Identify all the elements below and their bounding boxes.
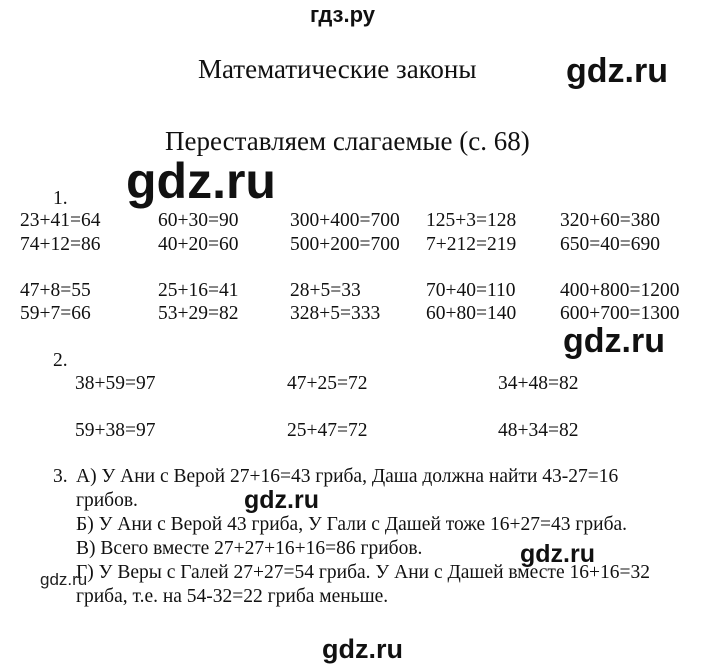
task1-cell: 600+700=1300 [560, 303, 680, 324]
task3-line: гриба, т.е. на 54-32=22 гриба меньше. [76, 586, 389, 607]
watermark-right-title: gdz.ru [566, 52, 668, 90]
task1-cell: 7+212=219 [426, 234, 517, 255]
task1-cell: 125+3=128 [426, 210, 517, 231]
watermark-right-task3: gdz.ru [520, 540, 595, 568]
task3-number: 3. [53, 466, 68, 487]
task1-cell: 60+80=140 [426, 303, 517, 324]
task3-line: В) Всего вместе 27+27+16+16=86 грибов. [76, 538, 423, 559]
watermark-center-task3: gdz.ru [244, 486, 319, 514]
task2-cell: 34+48=82 [498, 373, 579, 394]
task3-line: А) У Ани с Верой 27+16=43 гриба, Даша должна найти 43-27=16 [76, 466, 619, 487]
watermark-bottom: gdz.ru [322, 634, 403, 664]
task3-line: Г) У Веры с Галей 27+27=54 гриба. У Ани с Дашей вместе 16+16=32 [76, 562, 650, 583]
task2-cell: 48+34=82 [498, 420, 579, 441]
task1-cell: 328+5=333 [290, 303, 381, 324]
task1-cell: 650=40=690 [560, 234, 660, 255]
task1-cell: 25+16=41 [158, 280, 239, 301]
watermark-top: гдз.ру [310, 2, 375, 27]
task2-cell: 47+25=72 [287, 373, 368, 394]
task2-number: 2. [53, 350, 68, 371]
task1-cell: 47+8=55 [20, 280, 91, 301]
task1-number: 1. [53, 188, 68, 209]
task1-cell: 53+29=82 [158, 303, 239, 324]
task1-cell: 40+20=60 [158, 234, 239, 255]
task1-cell: 400+800=1200 [560, 280, 680, 301]
task2-cell: 25+47=72 [287, 420, 368, 441]
task1-cell: 70+40=110 [426, 280, 516, 301]
task1-cell: 59+7=66 [20, 303, 91, 324]
task1-cell: 23+41=64 [20, 210, 101, 231]
task1-cell: 300+400=700 [290, 210, 400, 231]
task1-cell: 28+5=33 [290, 280, 361, 301]
task1-cell: 320+60=380 [560, 210, 660, 231]
watermark-left-small: gdz.ru [40, 570, 88, 589]
task3-line: грибов. [76, 490, 138, 511]
watermark-right-mid: gdz.ru [563, 322, 665, 360]
task2-cell: 59+38=97 [75, 420, 156, 441]
page-subtitle: Переставляем слагаемые (с. 68) [165, 126, 530, 156]
task3-line: Б) У Ани с Верой 43 гриба, У Гали с Дашей тоже 16+27=43 гриба. [76, 514, 628, 535]
task1-cell: 60+30=90 [158, 210, 239, 231]
task1-cell: 74+12=86 [20, 234, 101, 255]
task1-cell: 500+200=700 [290, 234, 400, 255]
watermark-big: gdz.ru [126, 153, 276, 209]
page-title: Математические законы [198, 54, 477, 84]
task2-cell: 38+59=97 [75, 373, 156, 394]
